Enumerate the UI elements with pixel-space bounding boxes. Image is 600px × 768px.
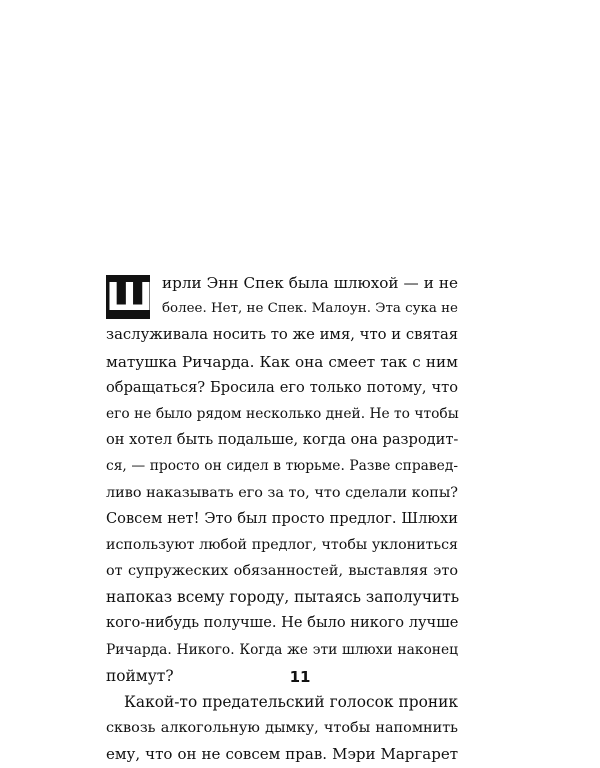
text-line: ему, что он не совсем прав. Мэри Маргарет	[106, 745, 458, 764]
text-line: матушка Ричарда. Как она смеет так с ним	[106, 352, 458, 371]
text-line: он хотел быть подальше, когда она разродит-	[106, 431, 459, 449]
text-line: используют любой предлог, чтобы уклониться	[106, 536, 458, 553]
text-line: поймут?	[106, 666, 174, 685]
text-line: сквозь алкогольную дымку, чтобы напомнить	[106, 720, 458, 737]
text-line: напоказ всему городу, пытаясь заполучить	[106, 588, 460, 607]
text-line: Ричарда. Никого. Когда же эти шлюхи наконец	[106, 641, 458, 658]
body-text	[106, 270, 458, 768]
text-line: от супружеских обязанностей, выставляя это	[106, 563, 458, 580]
text-line: обращаться? Бросила его только потому, что	[106, 378, 458, 396]
text-line: Совсем нет! Это был просто предлог. Шлюхи	[106, 509, 458, 527]
drop-cap: Ш	[106, 275, 153, 319]
text-line: кого-нибудь получше. Не было никого лучше	[106, 614, 459, 632]
text-line: его не было рядом несколько дней. Не то чтобы	[106, 405, 459, 422]
text-line: заслуживала носить то же имя, что и святая	[106, 326, 459, 344]
text-line: Какой-то предательский голосок проник	[124, 693, 458, 711]
page-number: 11	[289, 668, 311, 686]
text-line: ся, — просто он сидел в тюрьме. Разве справед-	[106, 458, 458, 475]
text-line: ирли Энн Спек была шлюхой — и не	[162, 274, 458, 292]
text-line: ливо наказывать его за то, что сделали копы?	[106, 484, 458, 501]
text-line: более. Нет, не Спек. Малоун. Эта сука не	[162, 301, 458, 317]
